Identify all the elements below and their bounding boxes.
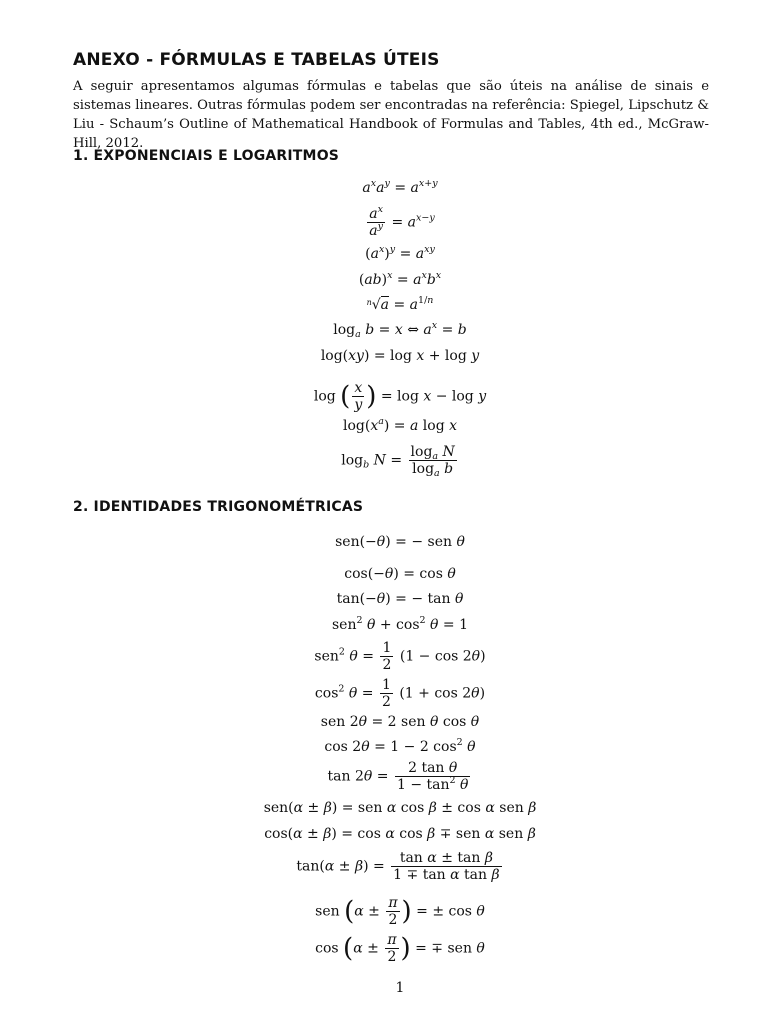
- section-heading-exponenciais: 1. EXPONENCIAIS E LOGARITMOS: [73, 148, 340, 164]
- formula-nth-root: $^n√a = a^{1/n}$: [366, 295, 434, 313]
- formula-sen-negative: sen(−θ) = − sen θ: [335, 534, 465, 550]
- page-title: ANEXO - FÓRMULAS E TABELAS ÚTEIS: [73, 50, 440, 70]
- intro-paragraph: A seguir apresentamos algumas fórmulas e tabelas que são úteis na análise de sinais e sistemas lineares. Outras fórmulas podem ser encontradas na referência: Spiegel, Lipschutz & Liu - Schaum’s Outline of Mathematical Handbook of Formulas and Tables, 4th ed., McGraw-Hill, 2012.: [73, 79, 709, 151]
- formula-tan-double: tan 2θ = $\frac{\text{2 tan θ}}{1 - \tan^2 \theta}$: [327, 760, 469, 793]
- formula-sen-squared: sen$^2$ θ = $\frac{1}{2}$ (1 − cos 2θ): [314, 640, 486, 673]
- formula-log-change-base: $\log_b N$ = $\frac{\log_a N}{\log_a b}$: [341, 444, 455, 479]
- formula-cos-squared: $\cos^2 \theta$ = $\frac{1}{2}$ (1 + cos 2θ): [314, 677, 486, 710]
- formula-sen-shift: sen (α ± $\frac{\pi}{2}$ ) = ± cos θ: [315, 895, 485, 928]
- formula-cos-sum: cos(α ± β) = cos α cos β ∓ sen α sen β: [264, 826, 536, 842]
- formula-log-quotient: log ( $\frac{x}{y}$ ) = log x − log y: [313, 380, 487, 413]
- formula-sen-sum: sen(α ± β) = sen α cos β ± cos α sen β: [263, 800, 537, 816]
- formula-sen-double: sen 2θ = 2 sen θ cos θ: [320, 714, 480, 730]
- formula-exp-product: $a^xa^y = a^{x+y}$: [362, 178, 438, 196]
- formula-log-definition: $\log_a b = x$ ⇔ $a^x = b$: [333, 320, 467, 340]
- formula-pythagorean: sen$^2$ $\theta + \cos^2 \theta = 1$: [331, 615, 468, 633]
- formula-exp-power: $(a^x)^y = a^{xy}$: [365, 244, 435, 262]
- formula-tan-sum: tan(α ± β) = $\frac{\text{tan α ± tan β}}{\text{1 ∓ tan α tan β}}$: [296, 850, 500, 883]
- formula-tan-negative: tan(−θ) = − tan θ: [336, 591, 464, 607]
- formula-cos-shift: cos (α ± $\frac{\pi}{2}$ ) = ∓ sen θ: [315, 932, 485, 965]
- formula-exp-quotient: $\frac{a^x}{a^y}$ = $a^{x-y}$: [369, 204, 435, 239]
- formula-exp-product-base: $(ab)^x = a^xb^x$: [358, 270, 442, 288]
- formula-cos-negative: cos(−θ) = cos θ: [344, 566, 456, 582]
- formula-cos-double: cos 2θ = 1 − 2 $\cos^2 \theta$: [324, 737, 476, 755]
- section-heading-trigonometricas: 2. IDENTIDADES TRIGONOMÉTRICAS: [73, 499, 364, 515]
- formula-log-power: $\log(x^a) = a$ log x: [342, 416, 458, 434]
- formula-log-product: log(xy) = log x + log y: [320, 348, 480, 364]
- page-number: 1: [395, 980, 405, 996]
